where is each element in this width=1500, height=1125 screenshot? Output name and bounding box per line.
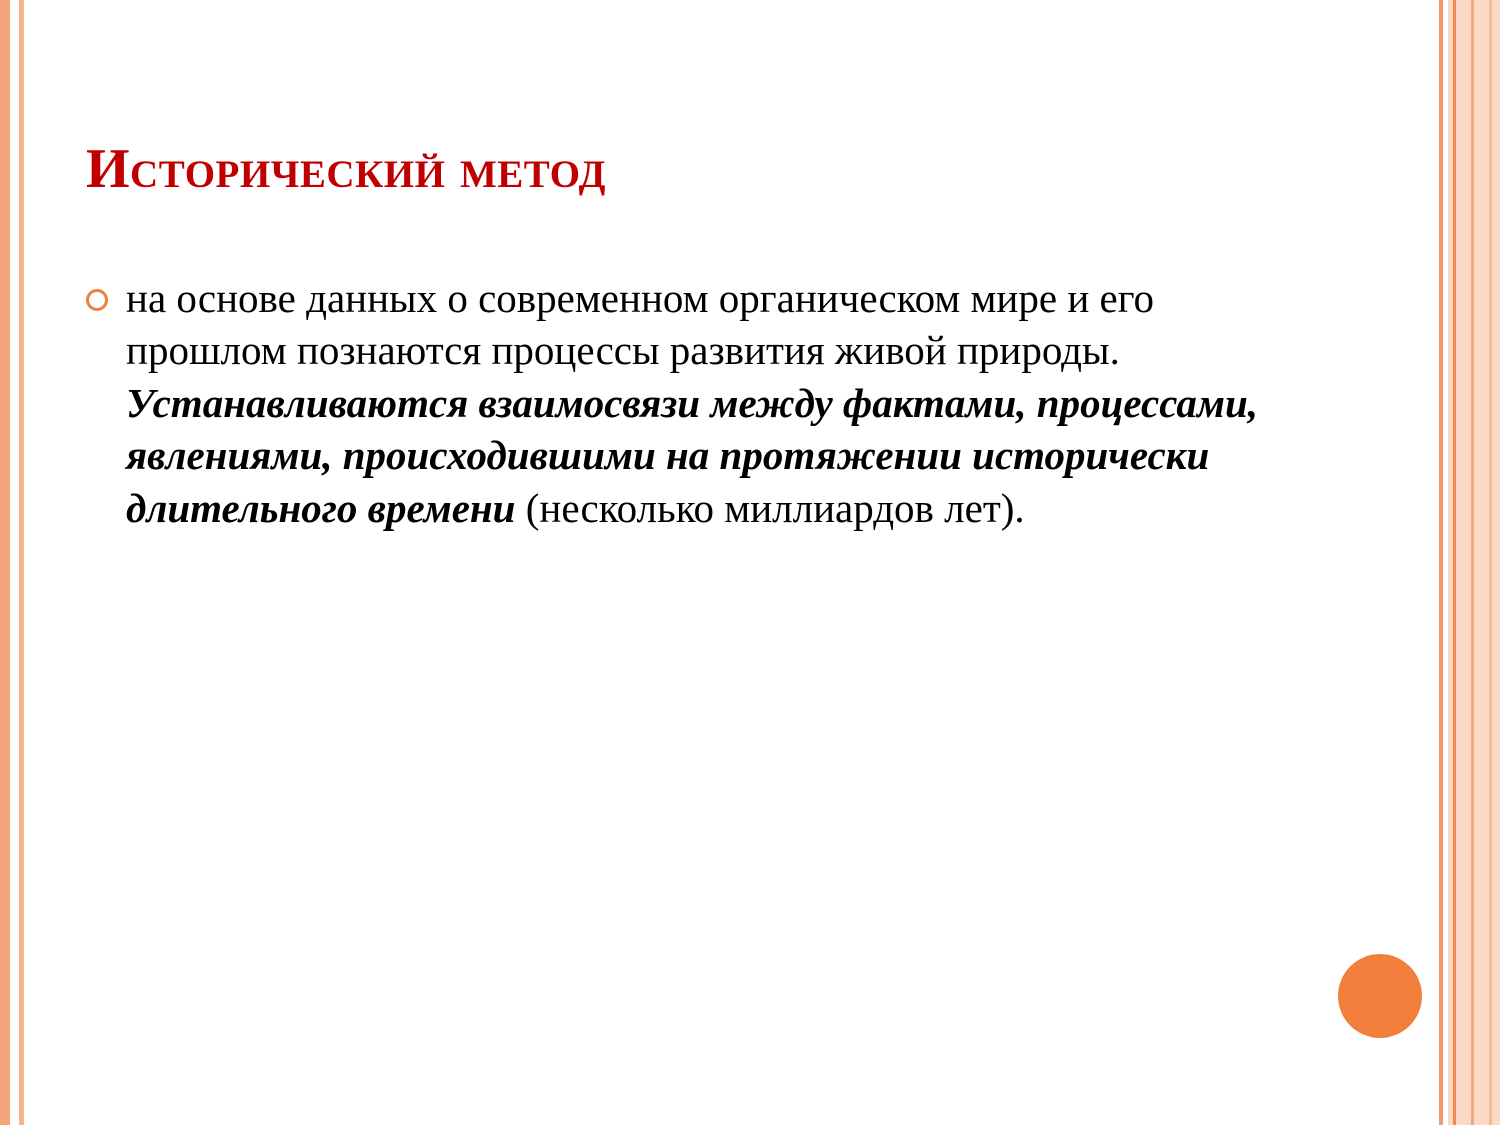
right-border-line-2 [1471, 0, 1474, 1125]
right-border-line-1 [1453, 0, 1456, 1125]
accent-circle-decoration [1338, 954, 1422, 1038]
slide-body [86, 272, 1316, 534]
slide-title: Исторический метод [86, 138, 607, 200]
bullet-segment-emphasis: Устанавливаются взаимосвязи между фактами, процессами, явлениями, происходившими на протяжении исторически длительного времени [126, 379, 1259, 531]
left-border-gap [10, 0, 19, 1125]
circle-outline-bullet-icon [86, 289, 108, 311]
bullet-segment-normal-2: (несколько миллиардов лет). [515, 484, 1025, 531]
left-border-stripe-outer [0, 0, 10, 1125]
right-border-line-3 [1489, 0, 1492, 1125]
bullet-paragraph [126, 272, 1316, 534]
list-item [86, 272, 1316, 534]
left-border-stripe-inner [19, 0, 24, 1125]
right-border-stripe-thin [1439, 0, 1443, 1125]
bullet-segment-normal-1: на основе данных о современном органическом мире и его прошлом познаются процессы развития живой природы. [126, 275, 1155, 374]
